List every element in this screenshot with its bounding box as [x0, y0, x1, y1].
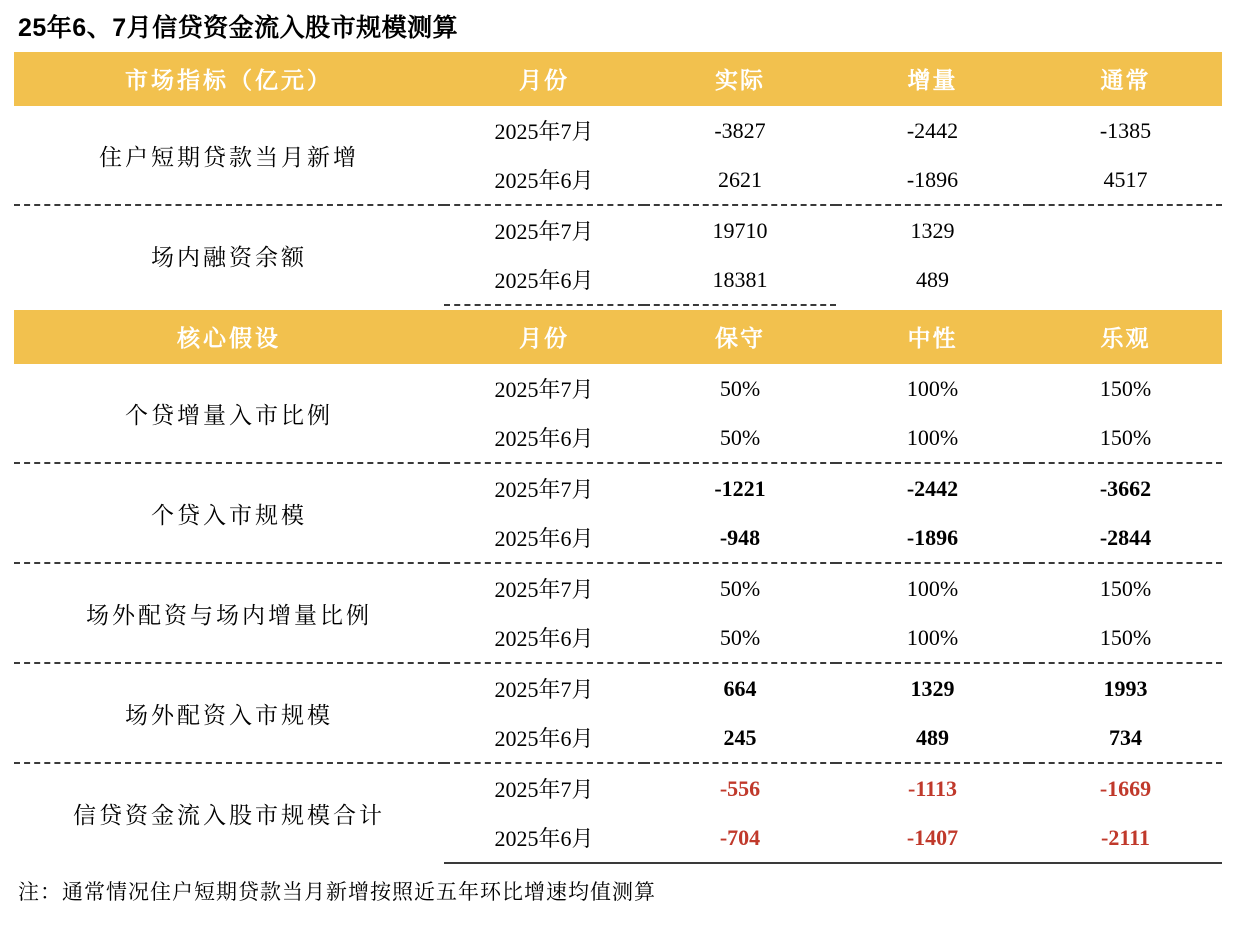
row-value-neutral: 1329 — [836, 663, 1029, 713]
row-month: 2025年6月 — [444, 813, 644, 863]
row-value-conservative: 664 — [644, 663, 836, 713]
row-month: 2025年7月 — [444, 563, 644, 613]
row-value-actual: 18381 — [712, 266, 768, 292]
row-value-usual — [1029, 255, 1222, 305]
row-value-optimistic: 734 — [1109, 724, 1142, 750]
row-value-increment: 1329 — [836, 205, 1029, 255]
table-footnote: 注：通常情况住户短期贷款当月新增按照近五年环比增速均值测算 — [18, 880, 656, 904]
table-row — [14, 663, 1222, 713]
row-label: 场内融资余额 — [14, 205, 444, 305]
section1-header-1: 月份 — [444, 52, 644, 106]
section1-header-row — [14, 52, 1222, 106]
row-value-neutral: 100% — [906, 624, 959, 650]
row-value-optimistic: 1993 — [1029, 663, 1222, 713]
section2-header-2: 保守 — [644, 310, 836, 364]
row-value-optimistic: -2844 — [1099, 524, 1152, 550]
row-month: 2025年6月 — [494, 526, 594, 551]
row-value-conservative: -1221 — [644, 463, 836, 513]
row-label: 场外配资入市规模 — [14, 663, 444, 763]
row-month: 2025年7月 — [444, 663, 644, 713]
row-value-optimistic: 150% — [1099, 375, 1152, 401]
row-label: 信贷资金流入股市规模合计 — [14, 763, 444, 863]
row-value-neutral: 489 — [916, 724, 949, 750]
row-value-optimistic: -1669 — [1029, 763, 1222, 813]
row-value-neutral: -1896 — [906, 524, 959, 550]
row-value-conservative: 50% — [719, 424, 761, 450]
row-month: 2025年6月 — [494, 726, 594, 751]
row-value-conservative: 50% — [719, 375, 761, 401]
row-value-conservative: -948 — [719, 524, 761, 550]
section2-header-3: 中性 — [836, 310, 1029, 364]
table-row — [14, 463, 1222, 513]
section2-header-4: 乐观 — [1029, 310, 1222, 364]
row-value-conservative: 50% — [644, 563, 836, 613]
row-value-optimistic: 150% — [1099, 424, 1152, 450]
row-value-increment: -1896 — [906, 166, 959, 192]
table-row — [14, 205, 1222, 255]
row-month: 2025年6月 — [494, 168, 594, 193]
section1-header-4: 通常 — [1029, 52, 1222, 106]
row-value-optimistic: 150% — [1099, 624, 1152, 650]
row-value-optimistic: 150% — [1029, 563, 1222, 613]
row-value-conservative: -704 — [644, 813, 836, 863]
section2-header-1: 月份 — [444, 310, 644, 364]
row-value-actual: -3827 — [714, 117, 766, 143]
table-row — [14, 106, 1222, 155]
row-value-neutral: -2442 — [836, 463, 1029, 513]
row-month: 2025年7月 — [444, 463, 644, 513]
row-value-actual: 2621 — [718, 166, 762, 192]
row-month: 2025年7月 — [494, 119, 594, 144]
table-row — [14, 763, 1222, 813]
row-value-neutral: 100% — [836, 563, 1029, 613]
section2-header-0: 核心假设 — [14, 310, 444, 364]
row-value-conservative: 50% — [719, 624, 761, 650]
section1-header-2: 实际 — [644, 52, 836, 106]
row-label: 个贷增量入市比例 — [125, 402, 333, 428]
row-value-conservative: -556 — [644, 763, 836, 813]
section1-header-3: 增量 — [836, 52, 1029, 106]
row-month: 2025年6月 — [494, 426, 594, 451]
row-value-neutral: 100% — [906, 375, 959, 401]
row-month: 2025年6月 — [494, 268, 594, 293]
row-label: 住户短期贷款当月新增 — [99, 144, 359, 170]
row-month: 2025年7月 — [444, 763, 644, 813]
page-title: 25年6、7月信贷资金流入股市规模测算 — [18, 14, 459, 42]
row-label: 个贷入市规模 — [14, 463, 444, 563]
row-value-conservative: 245 — [723, 724, 757, 750]
row-value-neutral: -1113 — [836, 763, 1029, 813]
row-value-increment: -2442 — [906, 117, 959, 143]
row-month: 2025年7月 — [444, 205, 644, 255]
row-month: 2025年7月 — [494, 377, 594, 402]
row-value-usual: 4517 — [1103, 166, 1148, 192]
row-value-usual — [1029, 205, 1222, 255]
row-value-optimistic: -3662 — [1029, 463, 1222, 513]
row-value-optimistic: -2111 — [1029, 813, 1222, 863]
row-value-actual: 19710 — [644, 205, 836, 255]
row-month: 2025年6月 — [494, 626, 594, 651]
table-row — [14, 364, 1222, 413]
row-value-neutral: -1407 — [836, 813, 1029, 863]
row-value-neutral: 100% — [906, 424, 959, 450]
credit-inflow-table — [14, 52, 1222, 864]
section2-header-row — [14, 310, 1222, 364]
row-value-increment: 489 — [916, 267, 949, 292]
row-value-usual: -1385 — [1099, 117, 1152, 143]
table-row — [14, 563, 1222, 613]
section1-header-0: 市场指标（亿元） — [14, 52, 444, 106]
row-label: 场外配资与场内增量比例 — [14, 563, 444, 663]
